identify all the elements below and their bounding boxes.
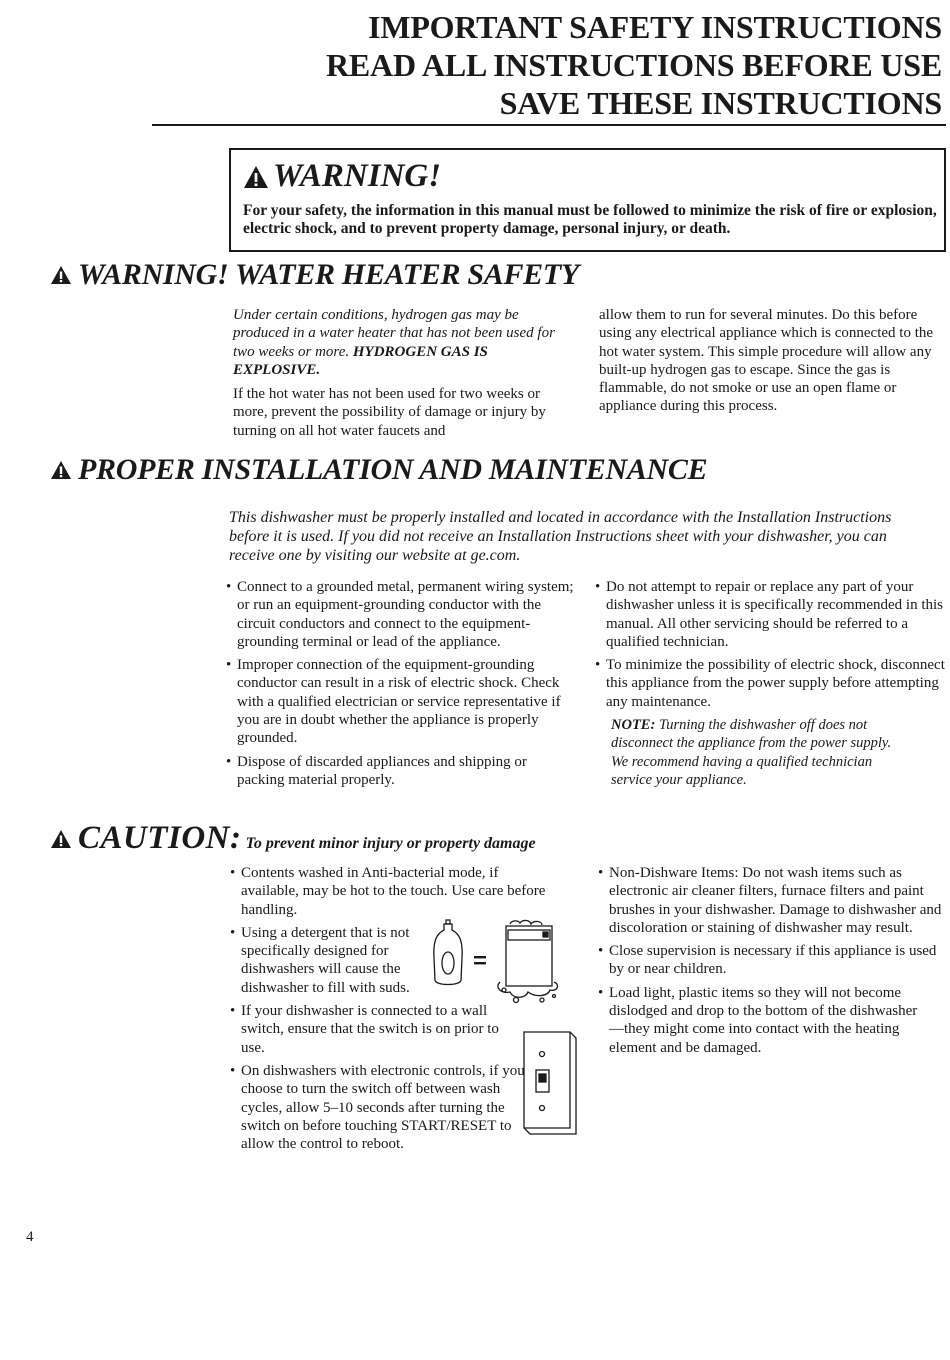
list-item: • To minimize the possibility of electric shock, disconnect this appliance from the power supply before attempting any maintenance. [595, 656, 945, 711]
list-item: • Load light, plastic items so they will not become dislodged and drop to the bottom of the dishwasher—they might come into contact with the heating element and be damaged. [598, 984, 919, 1057]
installation-intro: This dishwasher must be properly installed and located in accordance with the Installation Instructions before it is used. If you did not receive an Installation Instructions sheet with your dishwasher, you can receive one by visiting our website at ge.com. [229, 509, 892, 564]
hydrogen-warning: HYDROGEN GAS IS EXPLOSIVE. [233, 343, 488, 378]
caution-heading [50, 820, 536, 857]
list-item: • On dishwashers with electronic controls, if you choose to turn the switch off between wash cycles, allow 5–10 seconds after turning the switch on before touching START/RESET to allow the control to reboot. [230, 1062, 526, 1153]
header-line-2: READ ALL INSTRUCTIONS BEFORE USE [326, 47, 942, 83]
header-line-1: IMPORTANT SAFETY INSTRUCTIONS [368, 9, 942, 45]
list-item: • Improper connection of the equipment-grounding conductor can result in a risk of electric shock. Check with a qualified electrician or service representative if you are in doubt whether the appliance is properly grounded. [226, 656, 576, 747]
equals-sign [474, 956, 486, 964]
wall-switch-illustration [520, 1028, 580, 1138]
water-heater-title-text: WARNING! WATER HEATER SAFETY [78, 258, 579, 291]
list-item: • Do not attempt to repair or replace any part of your dishwasher unless it is specifically recommended in this manual. All other servicing should be referred to a qualified technician. [595, 578, 945, 651]
list-item: • Contents washed in Anti-bacterial mode, if available, may be hot to the touch. Use care before handling. [230, 864, 550, 919]
water-heater-title [50, 258, 579, 292]
header-rule [152, 124, 946, 126]
caution-title: CAUTION: [78, 820, 242, 856]
wall-switch-icon [524, 1032, 576, 1134]
note-label: NOTE: [611, 717, 656, 734]
caution-subtitle: To prevent minor injury or property damage [245, 835, 536, 852]
list-item: • Close supervision is necessary if this appliance is used by or near children. [598, 942, 948, 979]
warning-box-title-text: WARNING! [273, 158, 442, 194]
installation-note [595, 716, 896, 789]
detergent-bottle-icon [434, 920, 462, 985]
sudsy-dishwasher-icon [498, 920, 558, 1002]
water-heater-paragraph-1: If the hot water has not been used for two weeks or more, prevent the possibility of damage or injury by turning on all hot water faucets and [233, 386, 546, 439]
list-item: • Connect to a grounded metal, permanent wiring system; or run an equipment-grounding conductor with the circuit conductors and connect to the equipment-grounding terminal or lead of the appliance. [226, 578, 576, 651]
warning-triangle-icon [50, 829, 72, 849]
list-item: • Dispose of discarded appliances and shipping or packing material properly. [226, 753, 576, 790]
warning-triangle-icon [50, 265, 72, 285]
warning-triangle-icon [50, 460, 72, 480]
caution-left-column [230, 864, 550, 1158]
installation-title [50, 453, 707, 487]
warning-box-title [243, 158, 441, 195]
detergent-suds-illustration [430, 918, 560, 1008]
installation-title-text: PROPER INSTALLATION AND MAINTENANCE [78, 453, 708, 486]
water-heater-intro: Under certain conditions, hydrogen gas may be produced in a water heater that has not been used for two weeks or more. [233, 307, 555, 360]
list-item: • Using a detergent that is not specifically designed for dishwashers will cause the dishwasher to fill with suds. [230, 924, 419, 997]
note-text: Turning the dishwasher off does not disconnect the appliance from the power supply. We recommend having a qualified technician service your appliance. [611, 717, 892, 788]
page-number: 4 [26, 1229, 34, 1245]
warning-box-text: For your safety, the information in this manual must be followed to minimize the risk of fire or explosion, electric shock, and to prevent property damage, personal injury, or death. [243, 202, 937, 237]
list-item: • Non-Dishware Items: Do not wash items such as electronic air cleaner filters, furnace filters and paint brushes in your dishwasher. Damage to dishwasher and discoloration or staining of dishwasher may result. [598, 864, 948, 937]
installation-left-column [226, 578, 576, 794]
installation-right-column [595, 578, 945, 789]
list-item: • If your dishwasher is connected to a wall switch, ensure that the switch is on prior to use. [230, 1002, 511, 1057]
warning-triangle-icon [243, 165, 269, 189]
water-heater-left-column [233, 306, 573, 440]
header-line-3: SAVE THESE INSTRUCTIONS [499, 85, 942, 121]
caution-right-column [598, 864, 948, 1062]
water-heater-paragraph-2: allow them to run for several minutes. Do this before using any electrical appliance which is connected to the hot water system. This simple procedure will allow any built-up hydrogen gas to escape. Since the gas is flammable, do not smoke or use an open flame or appliance during this process. [599, 307, 934, 415]
page-header [326, 8, 942, 122]
warning-box [229, 148, 946, 252]
